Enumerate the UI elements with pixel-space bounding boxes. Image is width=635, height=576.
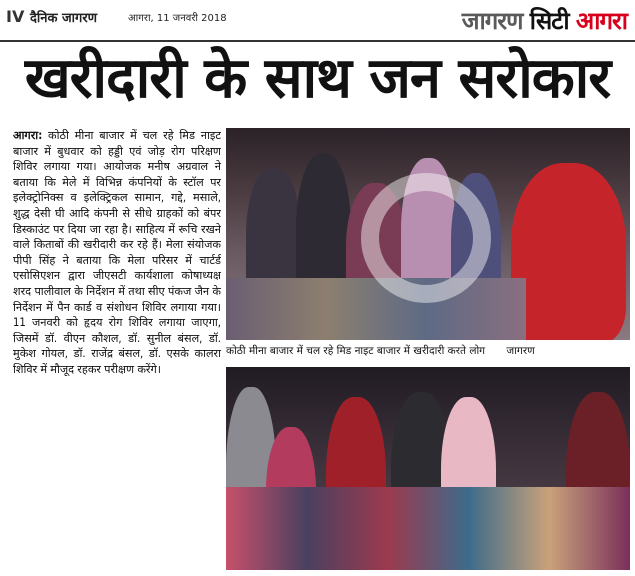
dateline: आगरा, 11 जनवरी 2018 — [128, 13, 227, 24]
market-photo-top — [226, 128, 630, 340]
edition-title-part1: जागरण — [461, 7, 523, 35]
paper-name: दैनिक जागरण — [30, 11, 98, 26]
photo-caption — [226, 344, 630, 358]
edition-title — [462, 4, 627, 37]
headline: खरीदारी के साथ जन सरोकार — [24, 46, 611, 111]
article-lead: आगरा: — [13, 129, 43, 142]
shopper-figure — [511, 163, 626, 340]
edition-title-part2: सिटी — [529, 7, 569, 35]
photo-credit: जागरण — [506, 345, 535, 357]
article-text: कोठी मीना बाजार में चल रहे मिड नाइट बाजार में बुधवार को हड्डी एवं जोड़ रोग परिक्षण शिविर लगाया गया। आयोजक मनीष अग्रवाल ने बताया कि मेले में विभिन्न कंपनियों के स्टॉल पर इलेक्ट्रोनिक्स व इलेक्ट्रिकल सामान, गद्दे, मसाले, शुद्ध देसी घी आदि कंपनी से सीधे ग्राहकों को बंपर डिस्काउंट पर दिया जा रहा है। साहित्य में रूचि रखने वाले किताबों की खरीदारी कर रहे हैं। मेला संयोजक पीपी सिंह ने बताया कि मेला परिसर में चार्टर्ड एसोसिएशन द्वारा जीएसटी कार्यशाला कोषाध्यक्ष शरद पालीवाल के निर्देशन में तथा सीए पंकज जैन के निर्देशन में पैन कार्ड व संशोधन शिविर लगाया गया। 11 जनवरी को हृदय रोग शिविर लगाया जाएगा, जिसमें डॉ. वीएन कौशल, डॉ. सुनील बंसल, डॉ. मुकेश गोयल, डॉ. राजेंद्र बंसल, डॉ. एसके कालरा शिविर में मौजूद रहकर परीक्षण करेंगे। — [13, 129, 221, 376]
masthead — [0, 0, 635, 42]
clothes-pile — [226, 278, 526, 340]
watermark-logo — [361, 173, 491, 303]
photo-caption-text: कोठी मीना बाजार में चल रहे मिड नाइट बाजार में खरीदारी करते लोग — [226, 345, 486, 357]
clothes-pile — [226, 487, 630, 570]
article-body — [13, 128, 221, 570]
edition-title-part3: आगरा — [575, 7, 627, 35]
page-number: IV — [6, 7, 25, 26]
market-photo-bottom — [226, 367, 630, 570]
